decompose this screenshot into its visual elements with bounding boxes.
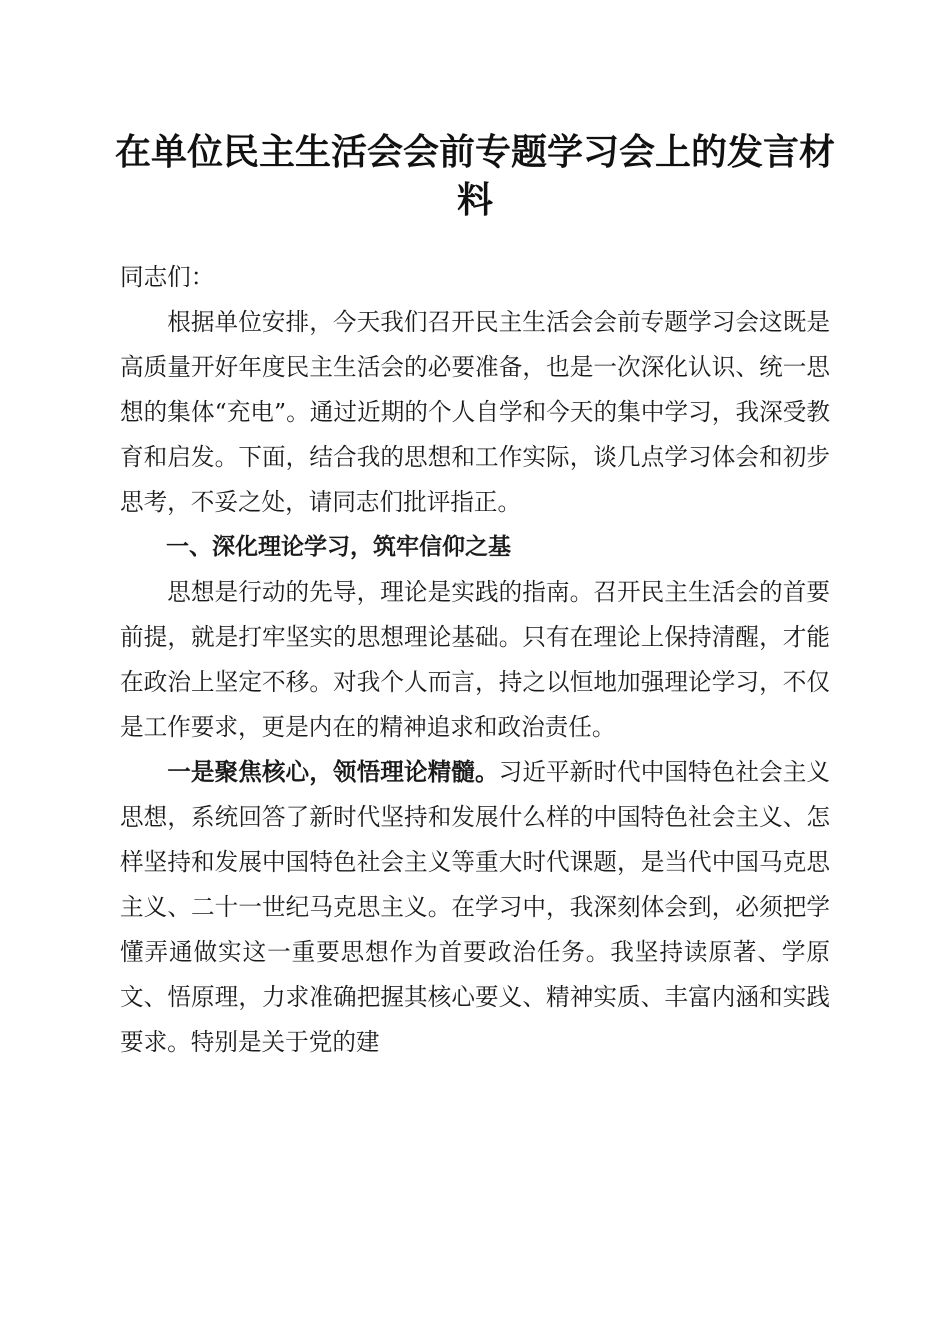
document-title: 在单位民主生活会会前专题学习会上的发言材料 (114, 131, 835, 221)
intro-paragraph: 根据单位安排，今天我们召开民主生活会会前专题学习会这既是高质量开好年度民主生活会的必要准备，也是一次深化认识、统一思想的集体“充电”。通过近期的个人自学和今天的集中学习，我深受教育和启发。下面，结合我的思想和工作实际，谈几点学习体会和初步思考，不妥之处，请同志们批评指正。 (120, 308, 830, 516)
point-lead: 一是聚焦核心，领悟理论精髓。 (167, 758, 499, 786)
document-body (120, 255, 830, 1065)
section-heading: 一、深化理论学习，筑牢信仰之基 (166, 534, 511, 560)
point-paragraph (120, 750, 830, 1065)
point-text: 习近平新时代中国特色社会主义思想，系统回答了新时代坚持和发展什么样的中国特色社会主义、怎样坚持和发展中国特色社会主义等重大时代课题，是当代中国马克思主义、二十一世纪马克思主义。在学习中，我深刻体会到，必须把学懂弄通做实这一重要思想作为首要政治任务。我坚持读原著、学原文、悟原理，力求准确把握其核心要义、精神实质、丰富内涵和实践要求。特别是关于党的建 (120, 758, 831, 1056)
salutation: 同志们： (120, 263, 215, 291)
section-paragraph: 思想是行动的先导，理论是实践的指南。召开民主生活会的首要前提，就是打牢坚实的思想理论基础。只有在理论上保持清醒，才能在政治上坚定不移。对我个人而言，持之以恒地加强理论学习，不仅是工作要求，更是内在的精神追求和政治责任。 (120, 578, 830, 741)
